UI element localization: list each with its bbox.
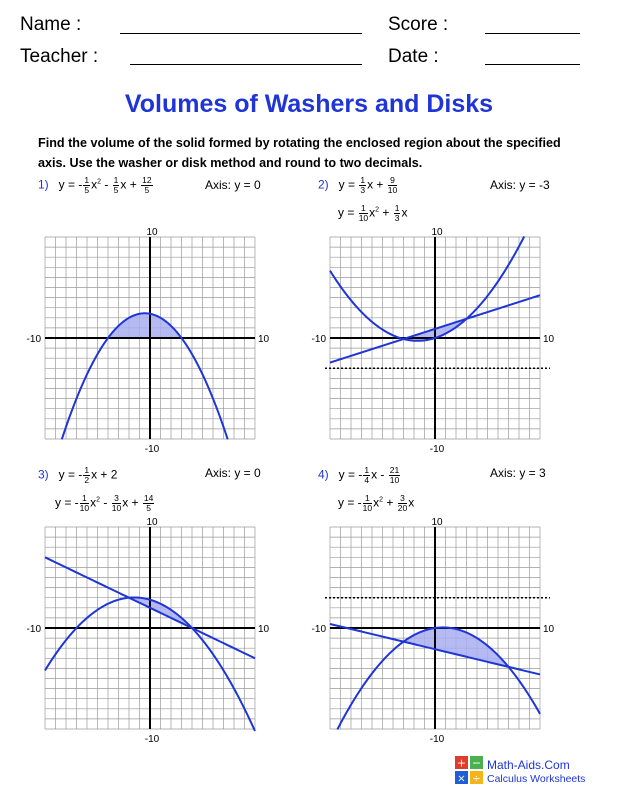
date-label: Date :	[388, 46, 439, 67]
svg-text:+: +	[456, 756, 467, 770]
problem-2-equation-1: 2) y = $\frac{1}{3}$ x + $\frac{9}{10}$	[318, 175, 398, 195]
problem-number: 1)	[38, 177, 49, 192]
graph-problem-2	[305, 225, 565, 455]
tick-label-top: 10	[146, 227, 158, 238]
function-curve	[330, 236, 524, 340]
tick-label-top: 10	[146, 517, 158, 528]
problem-2-equation-2: y = $\frac{1}{10}$ $x^2$ + $\frac{1}{3}$ x	[338, 203, 408, 223]
graph-problem-3	[20, 515, 280, 745]
svg-text:÷: ÷	[472, 773, 481, 784]
problem-number: 4)	[318, 467, 329, 482]
teacher-line[interactable]	[130, 64, 362, 65]
tick-label-left: -10	[311, 334, 326, 345]
tick-label-left: -10	[26, 334, 41, 345]
problem-1-axis: Axis: y = 0	[205, 178, 261, 192]
tick-label-bottom: -10	[429, 444, 445, 455]
graph-problem-1	[20, 225, 280, 455]
tick-label-right: 10	[543, 334, 555, 345]
problem-2-axis: Axis: y = -3	[490, 178, 550, 192]
tick-label-left: -10	[26, 624, 41, 635]
problem-number: 2)	[318, 177, 329, 192]
tick-label-right: 10	[543, 624, 555, 635]
math-aids-logo-icon	[455, 756, 483, 784]
problem-3-axis: Axis: y = 0	[205, 466, 261, 480]
footer-site[interactable]: Math-Aids.Com	[487, 758, 570, 772]
footer-subtitle: Calculus Worksheets	[487, 773, 586, 785]
problem-3-equation-2: y = - $\frac{1}{10}$ $x^2$ - $\frac{3}{10}$ x + $\frac{14}{5}$	[55, 493, 154, 513]
tick-label-right: 10	[258, 624, 270, 635]
name-line[interactable]	[120, 33, 362, 34]
teacher-label: Teacher :	[20, 46, 99, 67]
graph-problem-4	[305, 515, 565, 745]
score-label: Score :	[388, 14, 449, 35]
problem-4-equation-1: 4) y = - $\frac{1}{4}$ x - $\frac{21}{10}$	[318, 465, 400, 485]
problem-4-axis: Axis: y = 3	[490, 466, 546, 480]
tick-label-left: -10	[311, 624, 326, 635]
problem-number: 3)	[38, 467, 49, 482]
tick-label-right: 10	[258, 334, 270, 345]
svg-text:×: ×	[457, 773, 466, 784]
tick-label-top: 10	[431, 517, 443, 528]
problem-1-equation: 1) y = - $\frac{1}{5}$ $x^2$ - $\frac{1}{5}$ x + $\frac{12}{5}$	[38, 175, 152, 195]
instructions: Find the volume of the solid formed by rotating the enclosed region about the specified axis. Use the washer or disk method and round to two decimals.	[38, 136, 561, 170]
tick-label-top: 10	[431, 227, 443, 238]
date-line[interactable]	[485, 64, 580, 65]
score-line[interactable]	[485, 33, 580, 34]
page-title: Volumes of Washers and Disks	[124, 90, 494, 118]
problem-4-equation-2: y = - $\frac{1}{10}$ $x^2$ + $\frac{3}{20}$ x	[338, 493, 415, 513]
svg-text:−: −	[471, 756, 482, 770]
problem-3-equation-1: 3) y = - $\frac{1}{2}$ x + 2	[38, 465, 118, 485]
tick-label-bottom: -10	[144, 734, 160, 745]
name-label: Name :	[20, 14, 82, 35]
tick-label-bottom: -10	[429, 734, 445, 745]
tick-label-bottom: -10	[144, 444, 160, 455]
